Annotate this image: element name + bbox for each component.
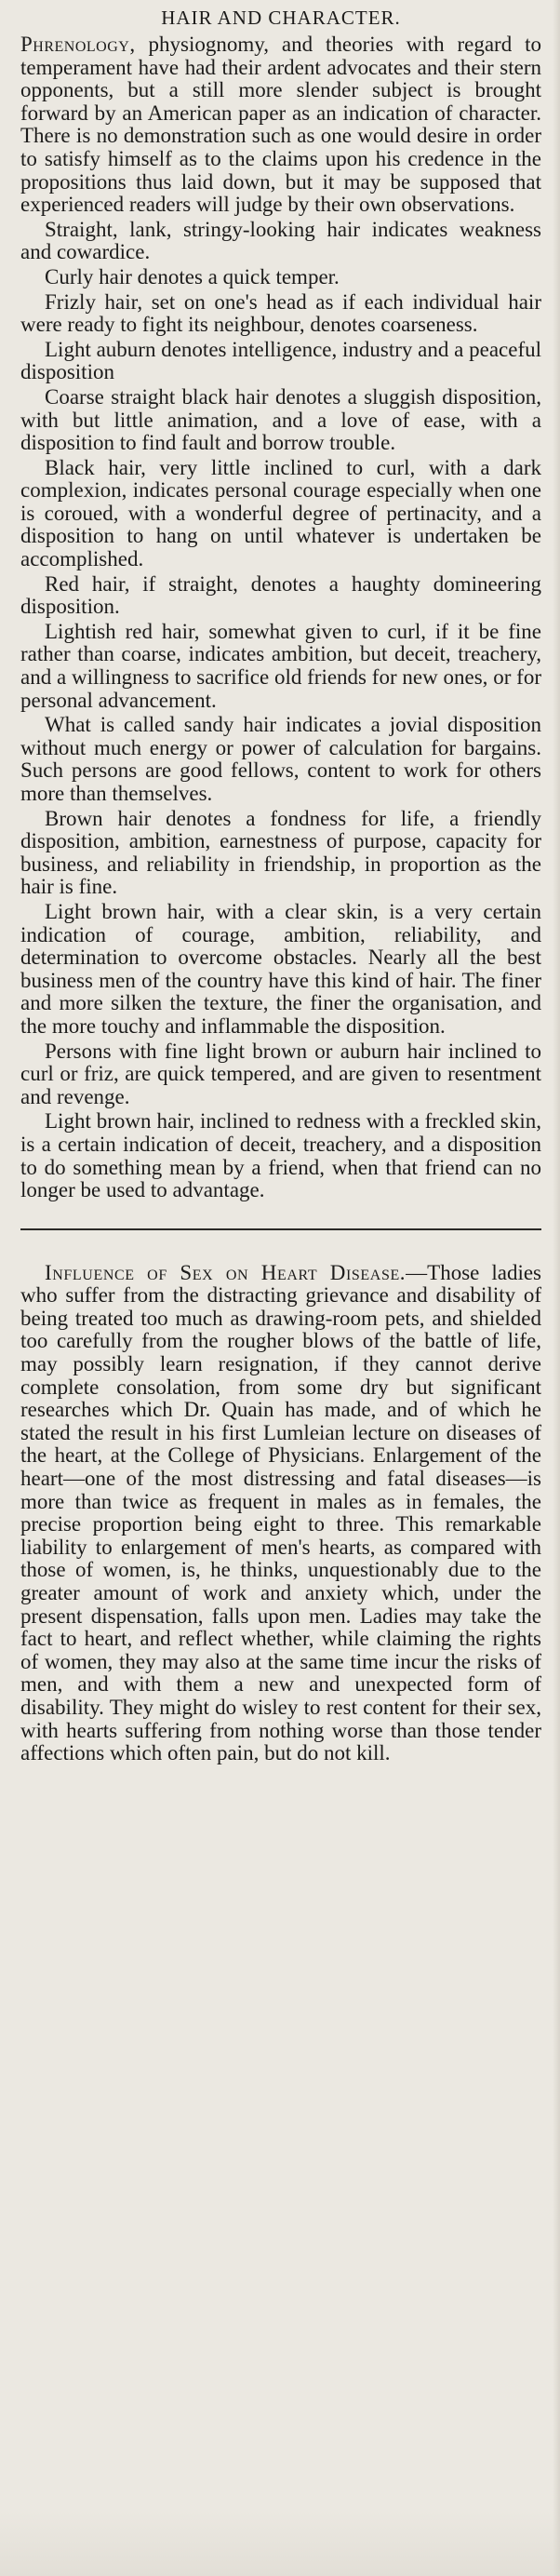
paragraph: Straight, lank, stringy-looking hair indicates weakness and cowardice. — [20, 217, 541, 264]
paragraph: Lightish red hair, somewhat given to curl, if it be fine rather than coarse, indicates ambition, but deceit, treachery, and a willingness to sacrifice old friends for new ones, or for personal advancement. — [20, 619, 541, 712]
section-divider — [20, 1228, 541, 1230]
paragraph: Coarse straight black hair denotes a sluggish disposition, with but little animation, and a love of ease, with a disposition to find fault and borrow trouble. — [20, 384, 541, 455]
paper-fade — [0, 2511, 560, 2576]
lead-text: physiognomy, and theories with regard to temperament have had their ardent advocates and their stern opponents, but a still more slender subject is brought forward by an American paper as an indication of character. There is no demonstration such as one would desire in order to satisfy himself as to the claims upon his credence in the propositions thus laid down, but it may be supposed that experienced readers will judge by their own observations. — [20, 33, 541, 217]
paragraph: Frizly hair, set on one's head as if each individual hair were ready to fight its neighbour, denotes coarseness. — [20, 289, 541, 337]
article-hair-and-character — [20, 6, 541, 1202]
paragraph: Light brown hair, with a clear skin, is a very certain indication of courage, ambition, reliability, and determination to overcome obstacles. Nearly all the best business men of the country have this kind of hair. The finer and more silken the texture, the finer the organisation, and the more touchy and inflammable the disposition. — [20, 899, 541, 1038]
paragraph: Curly hair denotes a quick temper. — [45, 264, 340, 288]
article-title: HAIR AND CHARACTER. — [161, 7, 401, 29]
paragraph: Black hair, very little inclined to curl, with a dark complexion, indicates personal courage especially when one is coroued, with a wonderful degree of pertinacity, and a disposition to hang on until whatever is undertaken be accomplished. — [20, 455, 541, 571]
article-column — [20, 0, 541, 1767]
paragraph: Light brown hair, inclined to redness with a freckled skin, is a certain indication of deceit, treachery, and a disposition to do something mean by a friend, when that friend can no longer be used to advantage. — [20, 1109, 541, 1202]
paragraph: Brown hair denotes a fondness for life, a friendly disposition, ambition, earnestness of purpose, capacity for business, and reliability in friendship, in proportion as the hair is fine. — [20, 806, 541, 899]
paragraph: Red hair, if straight, denotes a haughty domineering disposition. — [20, 571, 541, 619]
article-body — [20, 1262, 541, 1765]
lead-word: Phrenology, — [20, 33, 136, 56]
paragraph: Light auburn denotes intelligence, industry and a peaceful disposition — [20, 337, 541, 384]
article-title: Influence of Sex on Heart Disease. — [45, 1260, 407, 1284]
article-heart-disease — [20, 1262, 541, 1765]
article-lead-paragraph — [20, 34, 541, 217]
article-text: —Those ladies who suffer from the distracting grievance and disability of being treated too much as drawing-room pets, and shielded too carefully from the rougher blows of the battle of life, may possibly learn resignation, if they cannot derive complete consolation, from some dry but significant researches which Dr. Quain has made, and of which he stated the result in his first Lumleian lecture on diseases of the heart, at the College of Physicians. Enlargement of the heart—one of the most distressing and fatal diseases—is more than twice as frequent in males as in females, the precise proportion being eight to three. This remarkable liability to enlargement of men's hearts, as compared with those of women, is, he thinks, unquestionably due to the greater amount of work and anxiety which, under the present dispensation, falls upon men. Ladies may take the fact to heart, and reflect whether, while claiming the rights of women, they may also at the same time incur the risks of men, and with them a new and unexpected form of disability. They might do wisley to rest content for their sex, with hearts suffering from nothing worse than those tender affections which often pain, but do not kill. — [20, 1260, 541, 1765]
paragraph: What is called sandy hair indicates a jovial disposition without much energy or power of calculation for bargains. Such persons are good fellows, content to work for others more than themselves. — [20, 713, 541, 805]
paper-edge — [553, 0, 560, 2576]
paragraph: Persons with fine light brown or auburn hair inclined to curl or friz, are quick tempered, and are given to resentment and revenge. — [20, 1039, 541, 1108]
